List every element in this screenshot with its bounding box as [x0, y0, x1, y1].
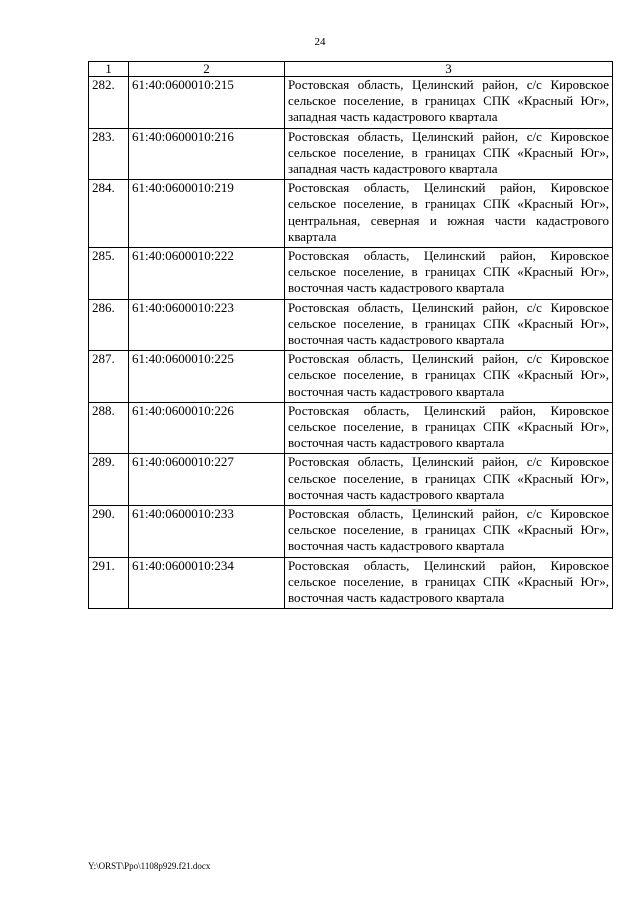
- cadastral-number: 61:40:0600010:227: [129, 454, 285, 506]
- cadastral-number: 61:40:0600010:225: [129, 351, 285, 403]
- footer-file-path: Y:\ORST\Ppo\1108p929.f21.docx: [88, 861, 211, 871]
- table-row: [89, 248, 613, 300]
- row-number: 290.: [89, 506, 129, 558]
- plot-address: Ростовская область, Целинский район, Кировское сельское поселение, в границах СПК «Красный Юг», восточная часть кадастрового квартала: [285, 248, 613, 300]
- row-number: 287.: [89, 351, 129, 403]
- row-number: 289.: [89, 454, 129, 506]
- column-header-address: 3: [285, 62, 613, 77]
- land-plots-table: [88, 61, 613, 609]
- plot-address: Ростовская область, Целинский район, с/с Кировское сельское поселение, в границах СПК «Красный Юг», восточная часть кадастрового квартала: [285, 351, 613, 403]
- cadastral-number: 61:40:0600010:226: [129, 402, 285, 454]
- column-header-number: 1: [89, 62, 129, 77]
- plot-address: Ростовская область, Целинский район, с/с Кировское сельское поселение, в границах СПК «Красный Юг», восточная часть кадастрового квартала: [285, 506, 613, 558]
- table-row: [89, 454, 613, 506]
- row-number: 286.: [89, 299, 129, 351]
- cadastral-number: 61:40:0600010:234: [129, 557, 285, 609]
- row-number: 282.: [89, 77, 129, 129]
- cadastral-number: 61:40:0600010:215: [129, 77, 285, 129]
- plot-address: Ростовская область, Целинский район, Кировское сельское поселение, в границах СПК «Красный Юг», восточная часть кадастрового квартала: [285, 402, 613, 454]
- table-row: [89, 557, 613, 609]
- cadastral-number: 61:40:0600010:219: [129, 180, 285, 248]
- table-row: [89, 506, 613, 558]
- page-number: 24: [314, 36, 326, 48]
- row-number: 283.: [89, 128, 129, 180]
- cadastral-number: 61:40:0600010:223: [129, 299, 285, 351]
- row-number: 285.: [89, 248, 129, 300]
- cadastral-number: 61:40:0600010:222: [129, 248, 285, 300]
- table-row: [89, 77, 613, 129]
- row-number: 291.: [89, 557, 129, 609]
- row-number: 288.: [89, 402, 129, 454]
- table-row: [89, 402, 613, 454]
- table-row: [89, 180, 613, 248]
- table-row: [89, 128, 613, 180]
- plot-address: Ростовская область, Целинский район, Кировское сельское поселение, в границах СПК «Красный Юг», восточная часть кадастрового квартала: [285, 557, 613, 609]
- column-header-cadastral: 2: [129, 62, 285, 77]
- plot-address: Ростовская область, Целинский район, с/с Кировское сельское поселение, в границах СПК «Красный Юг», западная часть кадастрового квартала: [285, 77, 613, 129]
- table-row: [89, 351, 613, 403]
- table-header-row: [89, 62, 613, 77]
- plot-address: Ростовская область, Целинский район, с/с Кировское сельское поселение, в границах СПК «Красный Юг», западная часть кадастрового квартала: [285, 128, 613, 180]
- plot-address: Ростовская область, Целинский район, Кировское сельское поселение, в границах СПК «Красный Юг», центральная, северная и южная части кадастрового квартала: [285, 180, 613, 248]
- row-number: 284.: [89, 180, 129, 248]
- plot-address: Ростовская область, Целинский район, с/с Кировское сельское поселение, в границах СПК «Красный Юг», восточная часть кадастрового квартала: [285, 454, 613, 506]
- cadastral-number: 61:40:0600010:233: [129, 506, 285, 558]
- cadastral-number: 61:40:0600010:216: [129, 128, 285, 180]
- plot-address: Ростовская область, Целинский район, с/с Кировское сельское поселение, в границах СПК «Красный Юг», восточная часть кадастрового квартала: [285, 299, 613, 351]
- table-row: [89, 299, 613, 351]
